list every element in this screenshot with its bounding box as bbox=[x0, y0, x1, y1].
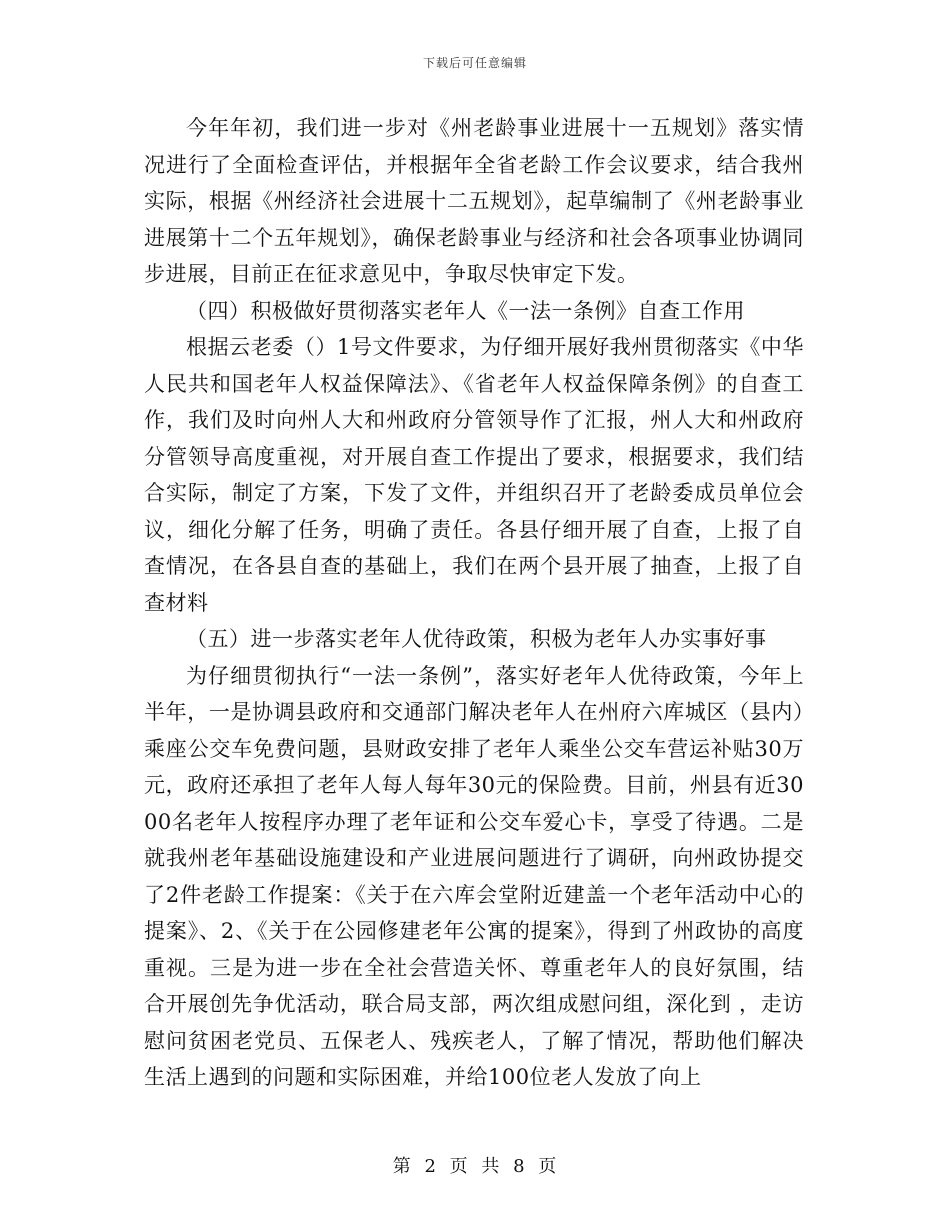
paragraph-self-inspection: 根据云老委（）1号文件要求，为仔细开展好我州贯彻落实《中华人民共和国老年人权益保障法》、《省老年人权益保障条例》的自查工作，我们及时向州人大和州政府分管领导作了汇报，州人大和州政府分管领导高度重视，对开展自查工作提出了要求，根据要求，我们结合实际，制定了方案，下发了文件，并组织召开了老龄委成员单位会议，细化分解了任务，明确了责任。各县仔细开展了自查，上报了自查情况，在各县自查的基础上，我们在两个县开展了抽查，上报了自查材料 bbox=[144, 335, 804, 615]
document-body bbox=[144, 110, 804, 1096]
section-heading-4: （四）积极做好贯彻落实老年人《一法一条例》自查工作用 bbox=[186, 298, 745, 323]
footer-prefix: 第 bbox=[392, 1156, 412, 1177]
footer-total-pages: 8 bbox=[513, 1156, 526, 1177]
page-header: 下载后可任意编辑 bbox=[422, 56, 527, 70]
paragraph-preferential-policy: 为仔细贯彻执行“一法一条例”，落实好老年人优待政策，今年上半年，一是协调县政府和交通部门解决老年人在州府六库城区（县内）乘座公交车免费问题，县财政安排了老年人乘坐公交车营运补贴30万元，政府还承担了老年人每人每年30元的保险费。目前，州县有近3000名老年人按程序办理了老年证和公交车爱心卡，享受了待遇。二是就我州老年基础设施建设和产业进展问题进行了调研，向州政协提交了2件老龄工作提案：《关于在六库会堂附近建盖一个老年活动中心的提案》、2、《关于在公园修建老年公寓的提案》，得到了州政协的高度重视。三是为进一步在全社会营造关怀、尊重老年人的良好氛围，结合开展创先争优活动，联合局支部，两次组成慰问组，深化到 ，走访慰问贫困老党员、五保老人、残疾老人，了解了情况，帮助他们解决生活上遇到的问题和实际困难，并给100位老人发放了向上 bbox=[144, 663, 804, 1089]
footer-total-word: 共 bbox=[481, 1156, 501, 1177]
footer-page-word: 页 bbox=[449, 1156, 469, 1177]
section-heading-5: （五）进一步落实老年人优待政策，积极为老年人办实事好事 bbox=[186, 627, 767, 651]
paragraph-plan-review: 今年年初，我们进一步对《州老龄事业进展十一五规划》落实情况进行了全面检查评估，并根据年全省老龄工作会议要求，结合我州实际，根据《州经济社会进展十二五规划》，起草编制了《州老龄事业进展第十二个五年规划》，确保老龄事业与经济和社会各项事业协调同步进展，目前正在征求意见中，争取尽快审定下发。 bbox=[144, 116, 804, 286]
footer-page-number: 2 bbox=[424, 1156, 437, 1177]
page-footer bbox=[0, 1152, 950, 1178]
footer-suffix: 页 bbox=[538, 1156, 558, 1177]
